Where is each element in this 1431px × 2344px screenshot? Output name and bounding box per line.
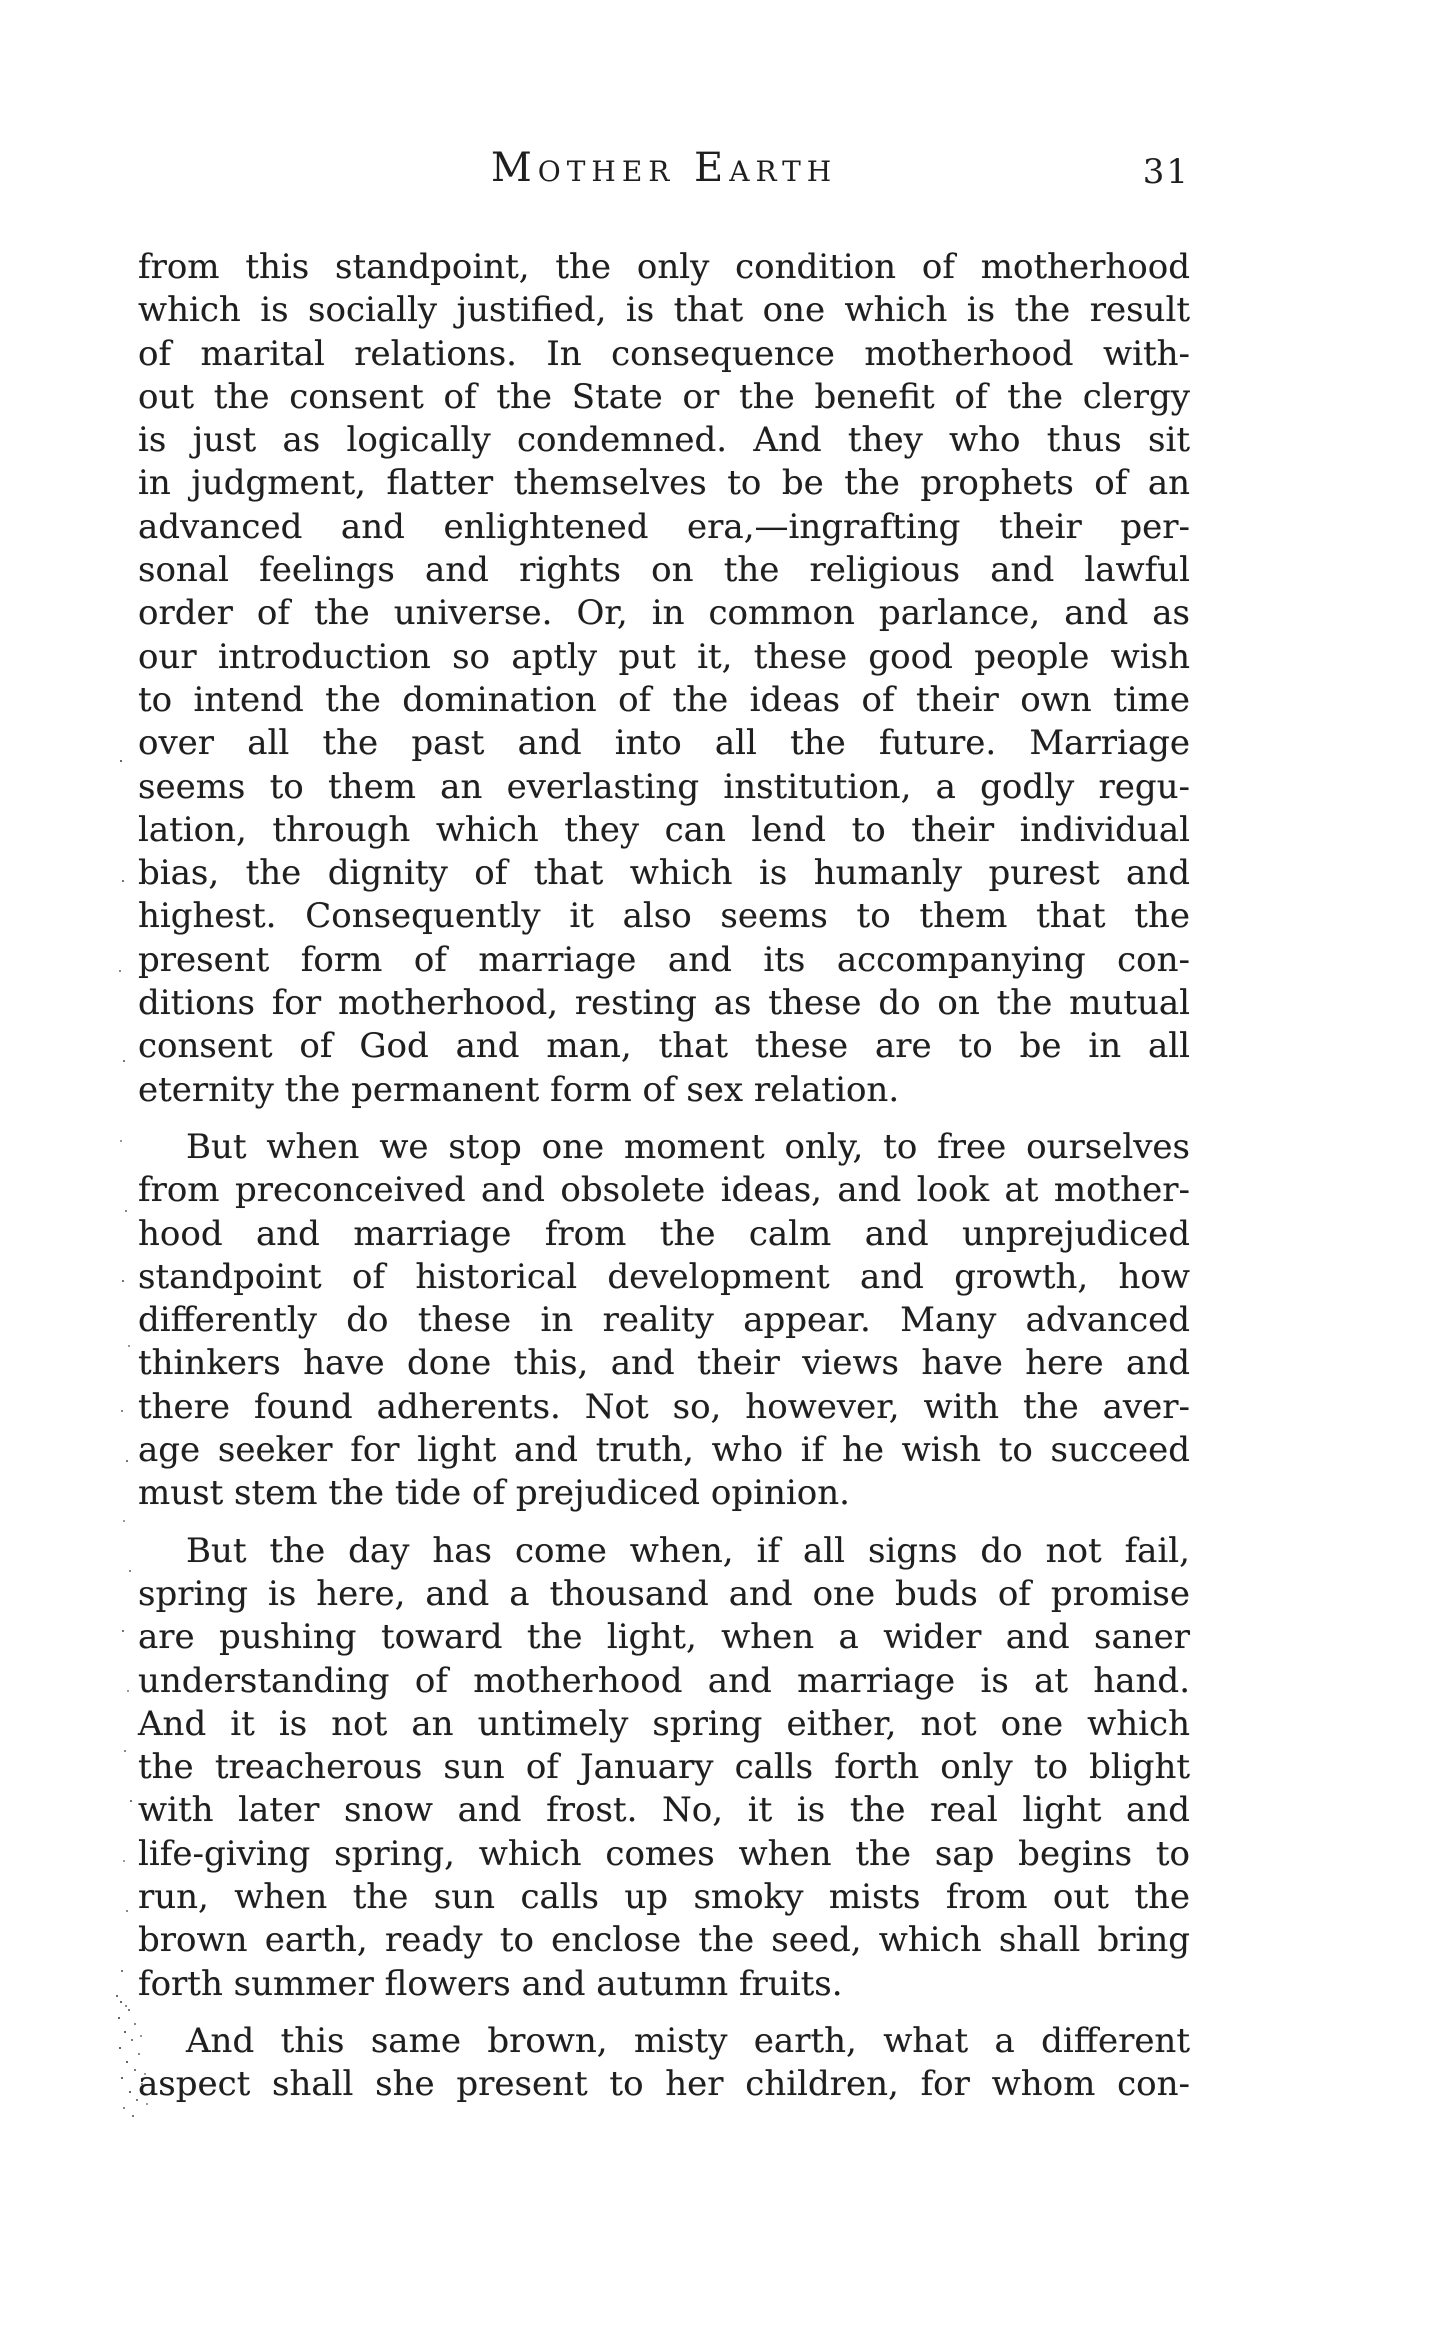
text-line: from this standpoint, the only condition of motherhood (138, 247, 1190, 287)
text-line: are pushing toward the light, when a wider and saner (138, 1617, 1190, 1658)
text-line: from preconceived and obsolete ideas, and look at mother- (138, 1170, 1190, 1211)
paragraph (138, 1126, 1190, 1516)
text-line: run, when the sun calls up smoky mists from out the (138, 1876, 1190, 1917)
text-line: with later snow and frost. No, it is the real light and (138, 1790, 1190, 1831)
text-line: which is socially justified, is that one which is the result (138, 290, 1190, 331)
scan-noise-bottom-left (116, 1995, 118, 1997)
text-line: aspect shall she present to her children, for whom con- (138, 2064, 1190, 2105)
text-line: order of the universe. Or, in common parlance, and as (138, 593, 1190, 634)
text-line: But the day has come when, if all signs do not fail, (186, 1530, 1190, 1571)
page (138, 0, 1190, 2106)
text-line: out the consent of the State or the benefit of the clergy (138, 376, 1190, 417)
text-line: sonal feelings and rights on the religious and lawful (138, 550, 1190, 591)
text-line: brown earth, ready to enclose the seed, which shall bring (138, 1920, 1190, 1961)
text-line: to intend the domination of the ideas of their own time (138, 679, 1190, 720)
text-line: over all the past and into all the future. Marriage (138, 723, 1190, 764)
page-body (138, 246, 1190, 2106)
text-line: of marital relations. In consequence motherhood with- (138, 333, 1190, 374)
text-line: our introduction so aptly put it, these good people wish (138, 636, 1190, 677)
text-line: bias, the dignity of that which is humanly purest and (138, 853, 1190, 894)
text-line: eternity the permanent form of sex relation. (138, 1069, 900, 1110)
text-line: thinkers have done this, and their views have here and (138, 1343, 1190, 1384)
text-line: seems to them an everlasting institution, a godly regu- (138, 766, 1190, 807)
text-line: present form of marriage and its accompanying con- (138, 939, 1190, 980)
text-line: lation, through which they can lend to their individual (138, 809, 1190, 850)
text-line: forth summer flowers and autumn fruits. (138, 1963, 843, 2004)
text-line: standpoint of historical development and growth, how (138, 1256, 1190, 1297)
text-line: differently do these in reality appear. Many advanced (138, 1300, 1190, 1341)
page-header (138, 142, 1190, 194)
text-line: And this same brown, misty earth, what a different (186, 2020, 1190, 2061)
paragraph (138, 2020, 1190, 2107)
text-line: But when we stop one moment only, to free ourselves (186, 1126, 1190, 1167)
text-line: there found adherents. Not so, however, with the aver- (138, 1386, 1190, 1427)
text-line: is just as logically condemned. And they who thus sit (138, 420, 1190, 461)
text-line: spring is here, and a thousand and one buds of promise (138, 1573, 1190, 1614)
scan-noise-left-margin (120, 760, 122, 762)
text-line: hood and marriage from the calm and unprejudiced (138, 1213, 1190, 1254)
text-line: highest. Consequently it also seems to them that the (138, 896, 1190, 937)
text-line: the treacherous sun of January calls forth only to blight (138, 1747, 1190, 1788)
text-line: consent of God and man, that these are to be in all (138, 1026, 1190, 1067)
text-line: advanced and enlightened era,—ingrafting their per- (138, 506, 1190, 547)
text-line: in judgment, flatter themselves to be the prophets of an (138, 463, 1190, 504)
text-line: And it is not an untimely spring either, not one which (138, 1703, 1190, 1744)
text-line: understanding of motherhood and marriage is at hand. (138, 1660, 1190, 1701)
text-line: ditions for motherhood, resting as these do on the mutual (138, 983, 1190, 1024)
text-line: age seeker for light and truth, who if he wish to succeed (138, 1430, 1190, 1471)
page-number: 31 (1142, 152, 1190, 192)
text-line: life-giving spring, which comes when the sap begins to (138, 1833, 1190, 1874)
paragraph (138, 1530, 1190, 2006)
paragraph (138, 246, 1190, 1112)
text-line: must stem the tide of prejudiced opinion. (138, 1473, 850, 1514)
running-title: Mother Earth (490, 145, 838, 191)
